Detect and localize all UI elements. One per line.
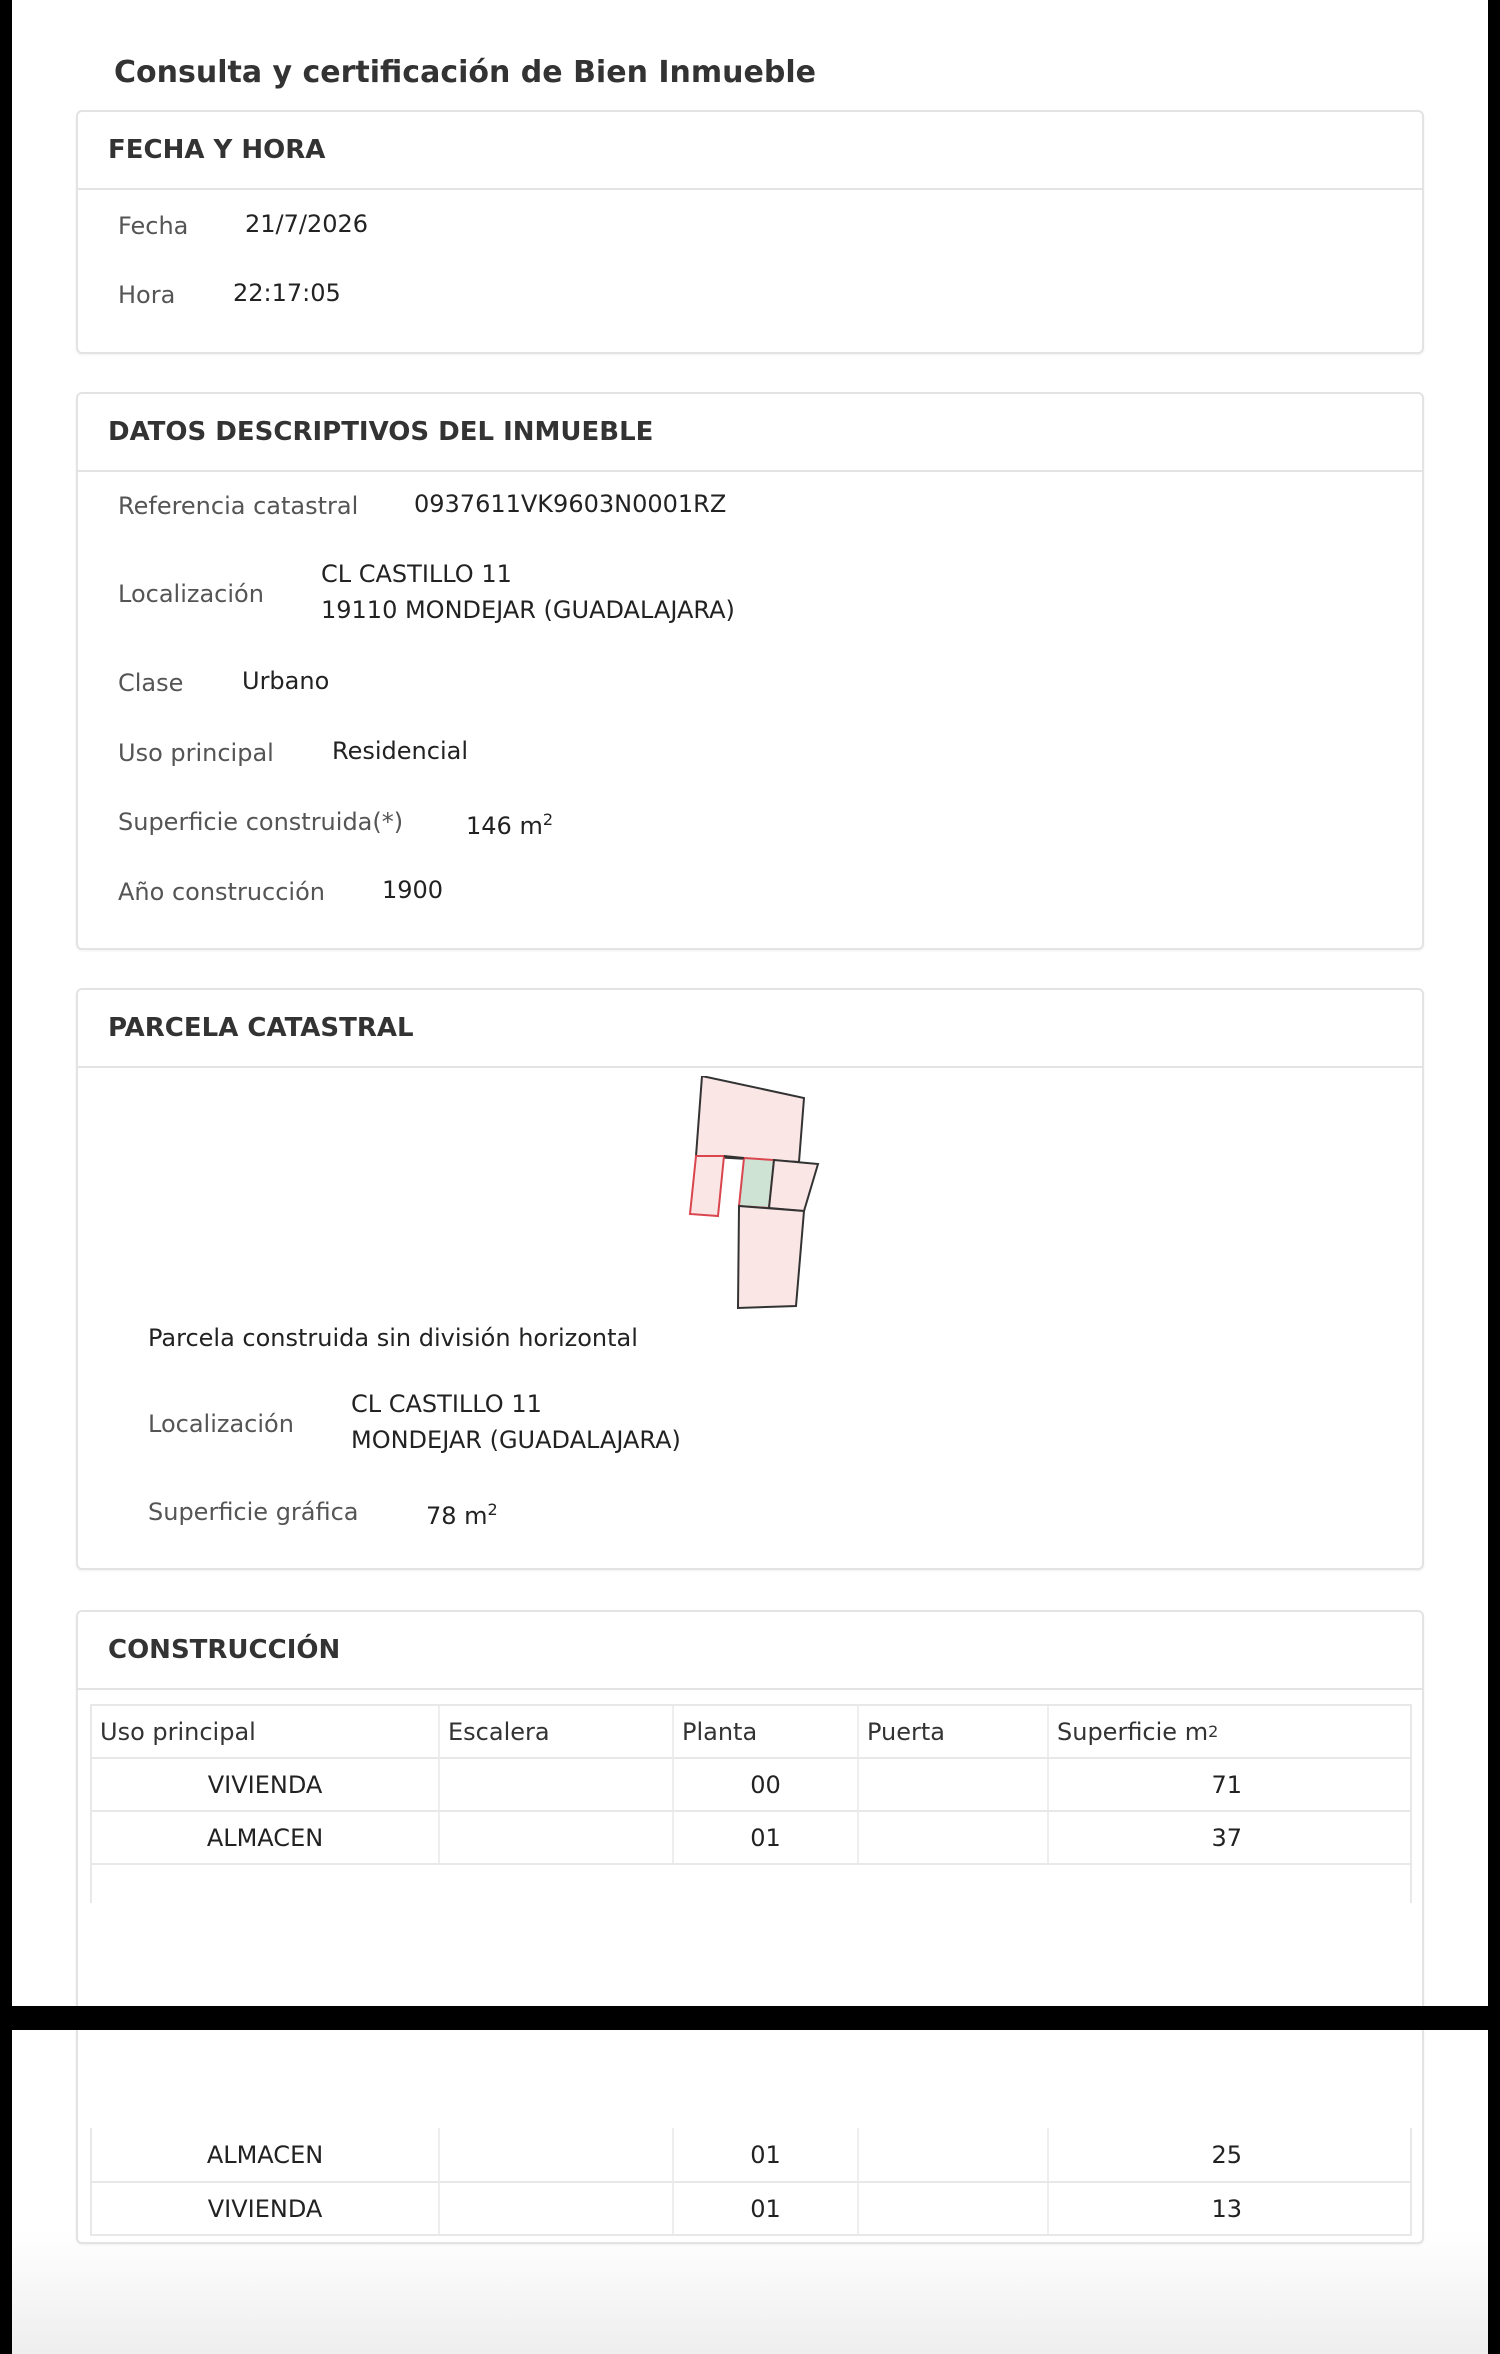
cell-superficie: 13 [1211,2194,1242,2223]
construccion-table [90,1704,1412,1903]
superficie-construida-label: Superficie construida(*) [118,808,404,836]
table-row [92,2128,1410,2181]
parcel-block-west [690,1156,724,1216]
anio-construccion-label: Año construcción [118,878,325,906]
screenshot-page-bottom [12,2030,1488,2354]
parcela-localizacion-label: Localización [148,1410,294,1438]
datos-header: DATOS DESCRIPTIVOS DEL INMUEBLE [78,394,1422,472]
fecha-label: Fecha [118,212,189,240]
screenshot-page-top [12,0,1488,2006]
cell-planta: 01 [674,2128,859,2181]
cell-uso: ALMACEN [92,2128,440,2181]
parcel-block-south [738,1206,804,1308]
parcela-localizacion-line2: MONDEJAR (GUADALAJARA) [351,1426,681,1454]
uso-principal-value: Residencial [332,737,468,765]
parcela-localizacion-line1: CL CASTILLO 11 [351,1390,542,1418]
parcel-selected [739,1158,774,1208]
col-uso-principal: Uso principal [92,1706,440,1757]
fecha-hora-header: FECHA Y HORA [78,112,1422,190]
clase-label: Clase [118,669,184,697]
cell-uso: ALMACEN [92,1812,440,1863]
cell-puerta [859,1759,1049,1810]
superficie-construida-value: 146 $m^2$ [466,810,554,840]
construccion-panel-continued [76,2030,1424,2244]
cell-uso: VIVIENDA [92,1759,440,1810]
parcela-descripcion: Parcela construida sin división horizontal [148,1324,638,1352]
parcela-header: PARCELA CATASTRAL [78,990,1422,1068]
page-title: Consulta y certificación de Bien Inmueble [114,55,816,90]
superficie-grafica-label: Superficie gráfica [148,1498,359,1526]
anio-construccion-value: 1900 [382,876,444,904]
fecha-hora-panel [76,110,1424,354]
screenshot-divider [0,2006,1500,2030]
col-escalera: Escalera [440,1706,674,1757]
superficie-grafica-value: 78 $m^2$ [426,1500,498,1530]
fecha-value: 21/7/2026 [245,210,369,238]
cell-planta: 01 [674,2183,859,2234]
table-row [92,1810,1410,1863]
parcel-block-north [696,1076,804,1162]
table-row [92,2181,1410,2234]
col-superficie: Superficie m 2 [1057,1717,1219,1746]
table-header-row [92,1704,1410,1757]
localizacion-line1: CL CASTILLO 11 [321,560,512,588]
datos-descriptivos-panel [76,392,1424,950]
construccion-panel [76,1610,1424,2020]
construccion-header: CONSTRUCCIÓN [78,1612,1422,1690]
col-puerta: Puerta [859,1706,1049,1757]
cell-uso: VIVIENDA [92,2183,440,2234]
cell-escalera [440,1759,674,1810]
col-planta: Planta [674,1706,859,1757]
cell-planta: 00 [674,1759,859,1810]
cell-puerta [859,2183,1049,2234]
cell-planta: 01 [674,1812,859,1863]
referencia-value: 0937611VK9603N0001RZ [414,490,727,518]
hora-label: Hora [118,281,176,309]
hora-value: 22:17:05 [233,279,341,307]
clase-value: Urbano [242,667,330,695]
localizacion-line2: 19110 MONDEJAR (GUADALAJARA) [321,596,735,624]
cell-escalera [440,1812,674,1863]
referencia-label: Referencia catastral [118,492,359,520]
parcela-catastral-panel [76,988,1424,1570]
table-row [92,1757,1410,1810]
table-row-partial [92,1863,1410,1903]
parcel-map [668,1076,868,1336]
cell-superficie: 37 [1211,1823,1242,1852]
parcel-block-east [769,1160,818,1211]
cell-puerta [859,1812,1049,1863]
cell-puerta [859,2128,1049,2181]
uso-principal-label: Uso principal [118,739,274,767]
cell-superficie: 71 [1211,1770,1242,1799]
construccion-table-continued [90,2128,1412,2236]
localizacion-label: Localización [118,580,264,608]
cell-escalera [440,2128,674,2181]
cell-escalera [440,2183,674,2234]
cell-superficie: 25 [1211,2140,1242,2169]
